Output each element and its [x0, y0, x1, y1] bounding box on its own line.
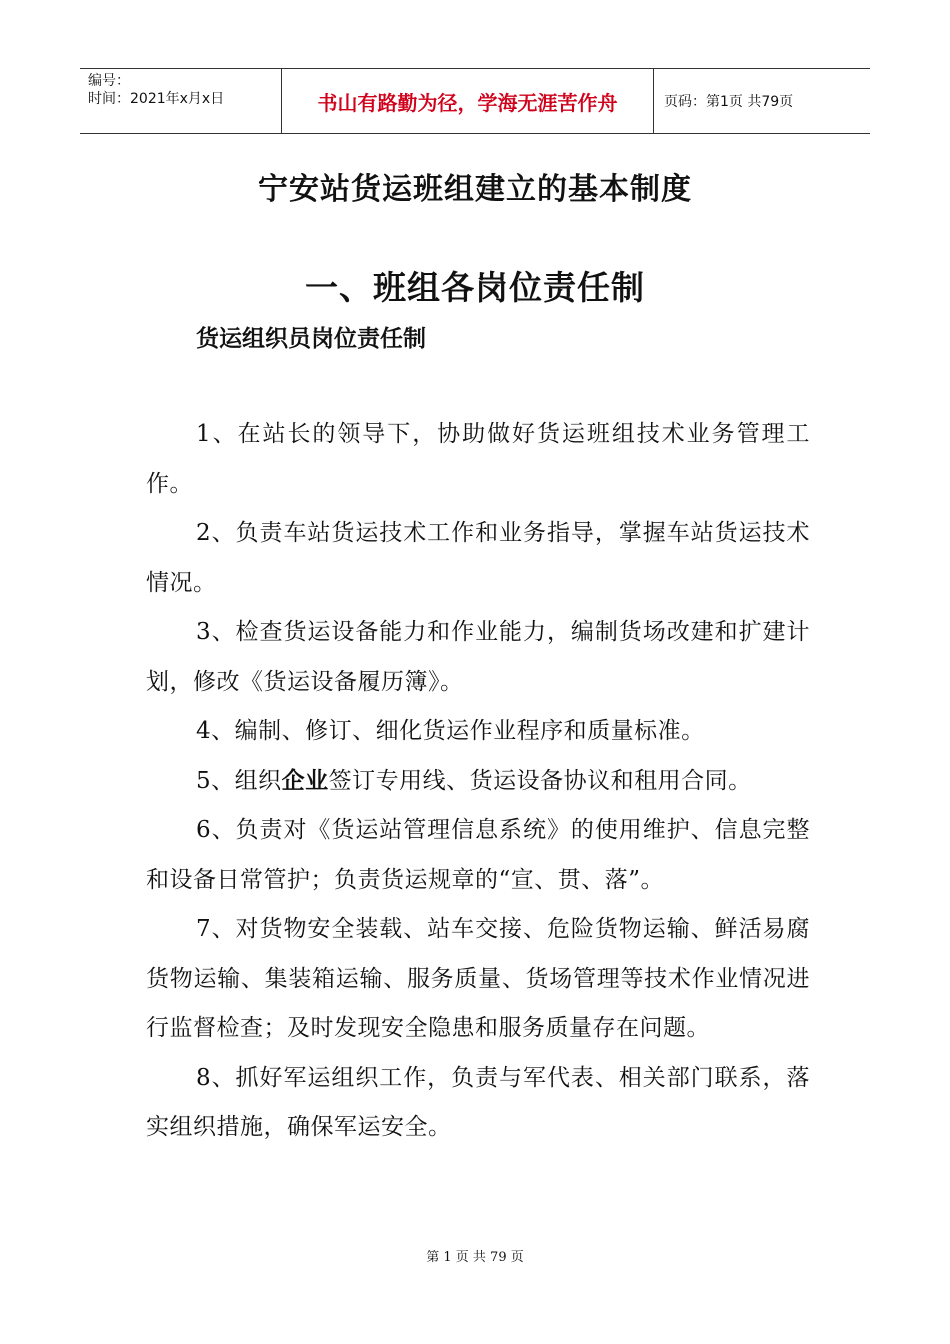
item-text-pre: 5、组织	[196, 767, 282, 794]
list-item	[146, 757, 810, 807]
item-text-post: 签订专用线、货运设备协议和租用合同。	[328, 767, 752, 794]
list-item: 7、对货物安全装载、站车交接、危险货物运输、鲜活易腐货物运输、集装箱运输、服务质量、货场管理等技术作业情况进行监督检查；及时发现安全隐患和服务质量存在问题。	[146, 916, 810, 1041]
list-item: 1、在站长的领导下，协助做好货运班组技术业务管理工作。	[146, 421, 810, 497]
list-item: 3、检查货运设备能力和作业能力，编制货场改建和扩建计划，修改《货运设备履历簿》。	[146, 619, 810, 695]
document-body	[146, 410, 810, 1153]
number-label: 编号：	[88, 73, 130, 89]
header-motto: 书山有路勤为径，学海无涯苦作舟	[282, 69, 654, 133]
list-item: 6、负责对《货运站管理信息系统》的使用维护、信息完整和设备日常管护；负责货运规章的“宣、贯、落”。	[146, 817, 810, 893]
header-page-info: 页码：第1页 共79页	[664, 94, 794, 110]
item-text-bold: 企业	[281, 767, 329, 794]
subheading: 货运组织员岗位责任制	[196, 326, 426, 352]
page-footer: 第 1 页 共 79 页	[426, 1250, 524, 1265]
document-title: 宁安站货运班组建立的基本制度	[258, 172, 692, 207]
time-label: 时间：2021年x月x日	[88, 91, 225, 107]
document-header	[80, 68, 870, 134]
list-item: 8、抓好军运组织工作，负责与军代表、相关部门联系，落实组织措施，确保军运安全。	[146, 1064, 810, 1140]
header-meta-cell	[80, 69, 282, 133]
list-item: 2、负责车站货运技术工作和业务指导，掌握车站货运技术情况。	[146, 520, 810, 596]
section-title: 一、班组各岗位责任制	[305, 268, 645, 307]
list-item: 4、编制、修订、细化货运作业程序和质量标准。	[196, 718, 705, 744]
